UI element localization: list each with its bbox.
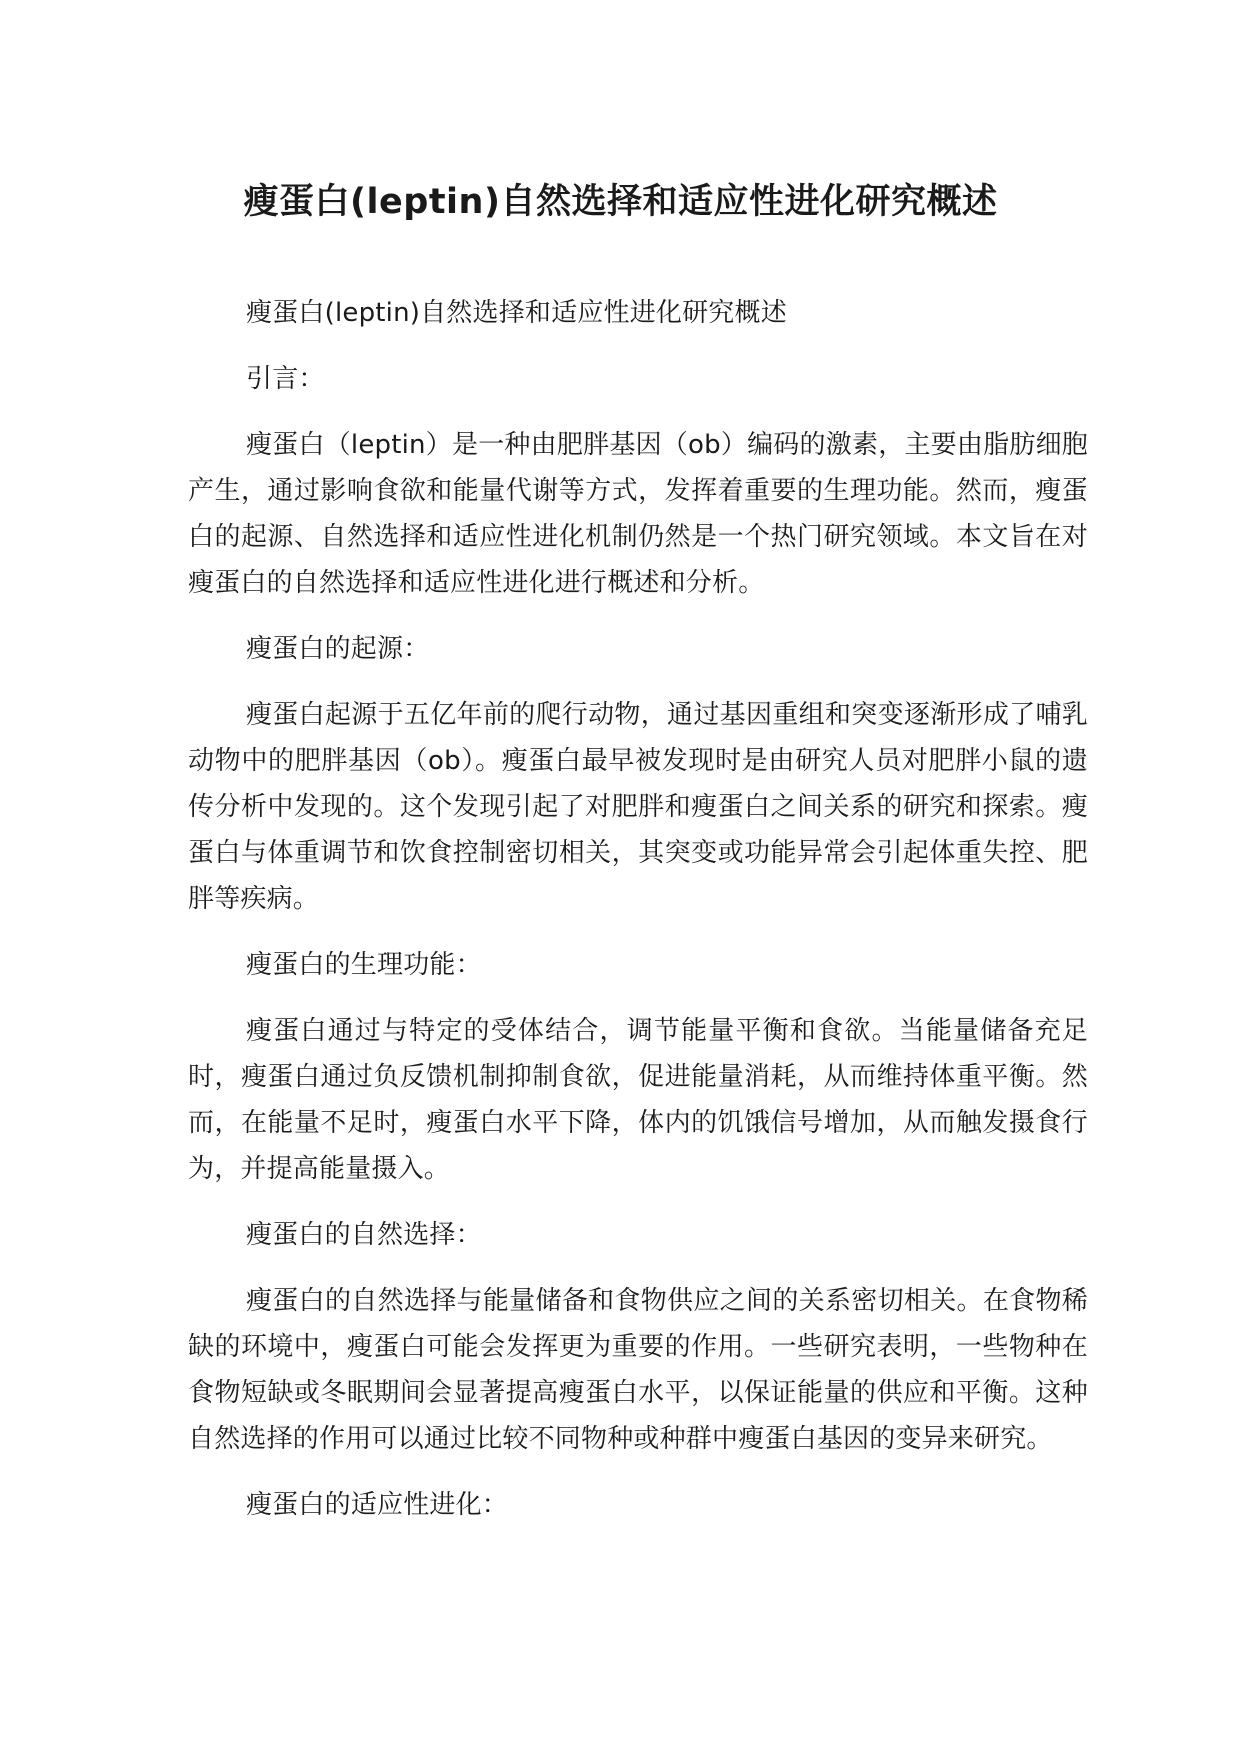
section-heading-origin: 瘦蛋白的起源： [246, 634, 430, 664]
document-body [188, 290, 1088, 1528]
subtitle-paragraph: 瘦蛋白(leptin)自然选择和适应性进化研究概述 [246, 298, 787, 328]
section-heading-physiology: 瘦蛋白的生理功能： [246, 950, 482, 980]
paragraph-introduction: 瘦蛋白（leptin）是一种由肥胖基因（ob）编码的激素，主要由脂肪细胞产生，通过影响食欲和能量代谢等方式，发挥着重要的生理功能。然而，瘦蛋白的起源、自然选择和适应性进化机制仍然是一个热门研究领域。本文旨在对瘦蛋白的自然选择和适应性进化进行概述和分析。 [188, 430, 1088, 598]
section-heading-adaptive-evolution: 瘦蛋白的适应性进化： [246, 1490, 509, 1520]
paragraph-origin: 瘦蛋白起源于五亿年前的爬行动物，通过基因重组和突变逐渐形成了哺乳动物中的肥胖基因（ob）。瘦蛋白最早被发现时是由研究人员对肥胖小鼠的遗传分析中发现的。这个发现引起了对肥胖和瘦蛋白之间关系的研究和探索。瘦蛋白与体重调节和饮食控制密切相关，其突变或功能异常会引起体重失控、肥胖等疾病。 [188, 700, 1088, 914]
paragraph-natural-selection: 瘦蛋白的自然选择与能量储备和食物供应之间的关系密切相关。在食物稀缺的环境中，瘦蛋白可能会发挥更为重要的作用。一些研究表明，一些物种在食物短缺或冬眠期间会显著提高瘦蛋白水平，以保证能量的供应和平衡。这种自然选择的作用可以通过比较不同物种或种群中瘦蛋白基因的变异来研究。 [188, 1286, 1088, 1454]
document-title: 瘦蛋白(leptin)自然选择和适应性进化研究概述 [243, 182, 998, 222]
section-heading-natural-selection: 瘦蛋白的自然选择： [246, 1220, 482, 1250]
section-heading-introduction: 引言： [246, 364, 325, 394]
paragraph-physiology: 瘦蛋白通过与特定的受体结合，调节能量平衡和食欲。当能量储备充足时，瘦蛋白通过负反馈机制抑制食欲，促进能量消耗，从而维持体重平衡。然而，在能量不足时，瘦蛋白水平下降，体内的饥饿信号增加，从而触发摄食行为，并提高能量摄入。 [188, 1016, 1088, 1184]
